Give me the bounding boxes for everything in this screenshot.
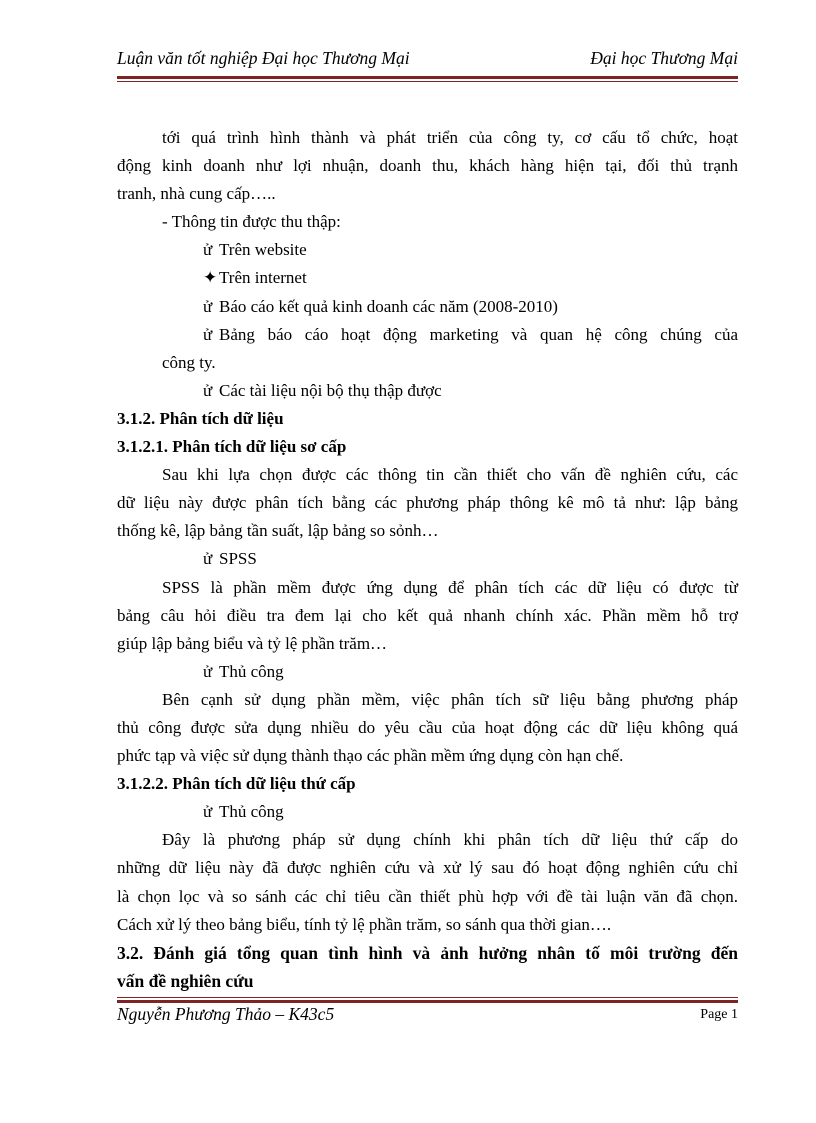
bullet-marker-icon: ử: [203, 802, 213, 822]
section-heading: 3.2. Đánh giá tổng quan tình hình và ảnh hưởng nhân tố môi trường đến: [117, 942, 738, 963]
paragraph-line: giúp lập bảng biểu và tỷ lệ phần trăm…: [117, 633, 388, 653]
list-item: [117, 321, 738, 349]
page-body: [117, 124, 738, 995]
bullet-marker-icon: ử: [203, 380, 213, 400]
bullet-marker-icon: ử: [203, 661, 213, 681]
bullet-marker-icon: ử: [203, 549, 213, 569]
bullet-marker-icon: ử: [203, 240, 213, 260]
paragraph-line: thống kê, lập bảng tần suất, lập bảng so sỏnh…: [117, 521, 439, 541]
page-header: [117, 48, 738, 74]
paragraph-line: tới quá trình hình thành và phát triển của công ty, cơ cấu tổ chức, hoạt: [162, 128, 738, 147]
subsection-heading: 3.1.2.1. Phân tích dữ liệu sơ cấp: [117, 437, 347, 457]
bullet-marker-icon: ử: [203, 324, 213, 344]
paragraph-line: Bên cạnh sử dụng phần mềm, việc phân tích sữ liệu bằng phương pháp: [162, 689, 738, 709]
list-item-text: Báo cáo kết quả kinh doanh các năm (2008-2010): [219, 296, 558, 316]
paragraph-line: thủ công được sửa dụng nhiều do yêu cầu của hoạt động các dữ liệu không quá: [117, 717, 738, 737]
list-item-text: SPSS: [219, 549, 257, 569]
paragraph-line: bảng câu hỏi điều tra đem lại cho kết quả nhanh chính xác. Phần mềm hỗ trợ: [117, 605, 738, 625]
paragraph-line: Sau khi lựa chọn được các thông tin cần thiết cho vấn đề nghiên cứu, các: [162, 465, 738, 485]
list-item: [117, 798, 738, 826]
list-item-continuation: công ty.: [162, 352, 216, 372]
footer-rule: [117, 996, 738, 1003]
star-bullet-icon: ✦: [203, 268, 218, 288]
page-number: Page 1: [700, 1007, 738, 1022]
section-heading-continuation: vấn đề nghiên cứu: [117, 970, 254, 991]
page-footer: [117, 1004, 738, 1030]
paragraph-line: phức tạp và việc sử dụng thành thạo các phần mềm ứng dụng còn hạn chế.: [117, 746, 624, 766]
paragraph-line: tranh, nhà cung cấp…..: [117, 184, 276, 204]
list-item: [117, 377, 738, 405]
list-item-text: Các tài liệu nội bộ thụ thập được: [219, 380, 442, 400]
list-item: [117, 236, 738, 264]
paragraph-line: Đây là phương pháp sử dụng chính khi phân tích dữ liệu thứ cấp do: [162, 830, 738, 850]
list-item: [117, 293, 738, 321]
list-intro: - Thông tin được thu thập:: [162, 212, 341, 232]
list-item-text: Thủ công: [219, 802, 284, 822]
footer-author: Nguyễn Phương Thảo – K43c5: [117, 1004, 335, 1024]
bullet-marker-icon: ử: [203, 296, 213, 316]
paragraph-line: những dữ liệu này đã được nghiên cứu và xử lý sau đó hoạt động nghiên cứu chỉ: [117, 858, 738, 878]
header-thesis-title: Luận văn tốt nghiệp Đại học Thương Mại: [117, 48, 410, 68]
paragraph-line: động kinh doanh như lợi nhuận, doanh thu, khách hàng hiện tại, đối thủ trạnh: [117, 156, 738, 176]
paragraph-line: SPSS là phần mềm được ứng dụng để phân tích các dữ liệu có được từ: [162, 577, 738, 597]
header-rule: [117, 76, 738, 82]
subsection-heading: 3.1.2.2. Phân tích dữ liệu thứ cấp: [117, 774, 356, 794]
paragraph-line: Cách xử lý theo bảng biểu, tính tỷ lệ phần trăm, so sánh qua thời gian….: [117, 914, 612, 934]
list-item-text: Thủ công: [219, 661, 284, 681]
list-item: [117, 658, 738, 686]
paragraph-line: là chọn lọc và so sánh các chỉ tiêu cần thiết phù hợp với đề tài luận văn đã chọn.: [117, 886, 738, 906]
header-university: Đại học Thương Mại: [590, 48, 738, 68]
section-heading: 3.1.2. Phân tích dữ liệu: [117, 408, 284, 428]
list-item-text: Trên internet: [219, 268, 307, 288]
list-item: [117, 264, 738, 292]
list-item-text: Trên website: [219, 240, 307, 260]
paragraph-line: dữ liệu này được phân tích bằng các phương pháp thông kê mô tả như: lập bảng: [117, 493, 738, 513]
list-item-text: Bảng báo cáo hoạt động marketing và quan hệ công chúng của: [219, 324, 738, 344]
list-item: [117, 545, 738, 573]
